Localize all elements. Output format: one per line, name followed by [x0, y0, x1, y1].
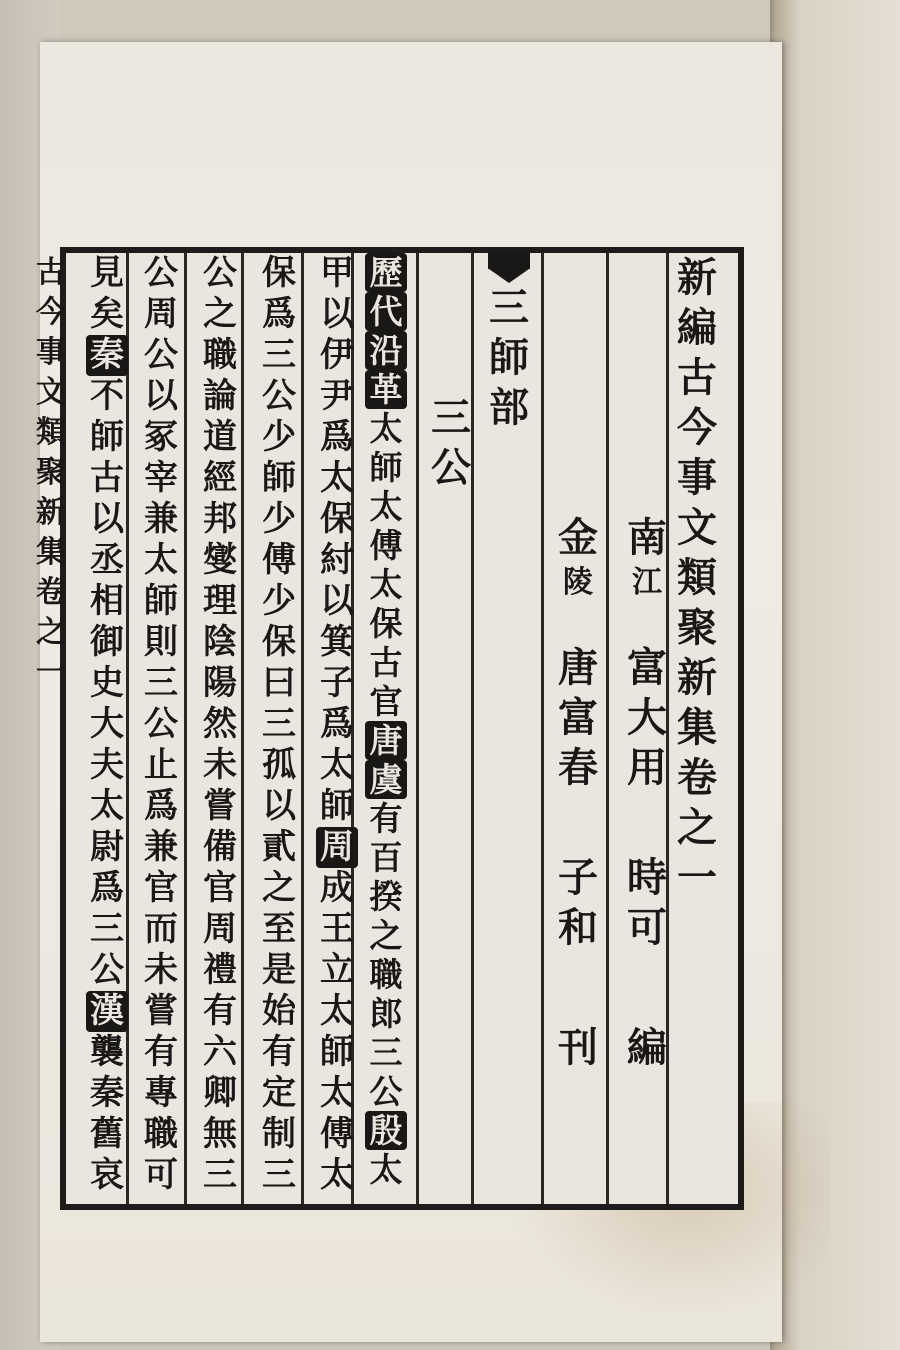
body-glyph: 可: [144, 1155, 178, 1195]
body-glyph: 師: [262, 458, 296, 498]
body-glyph: 卿: [203, 1073, 237, 1113]
body-glyph: 保: [320, 499, 354, 539]
body-glyph: 始: [262, 991, 296, 1031]
body-glyph: 然: [203, 704, 237, 744]
printed-frame: [36, 247, 744, 1210]
body-glyph: 御: [90, 622, 124, 662]
body-glyph: 大: [90, 704, 124, 744]
column-author2: [553, 253, 603, 1204]
body-glyph: 嘗: [203, 786, 237, 826]
margin-glyph: 集: [36, 535, 66, 570]
fish-tail-notch: [489, 269, 529, 283]
body-glyph: 而: [144, 909, 178, 949]
body-glyph: 哀: [90, 1155, 124, 1195]
body-glyph: 三: [262, 704, 296, 744]
body-glyph: 子: [320, 663, 354, 703]
body-glyph: 公: [369, 1072, 403, 1111]
category-glyph: 三: [489, 284, 529, 331]
body-glyph: 成: [320, 868, 354, 908]
body-glyph: 三: [90, 909, 124, 949]
body-glyph: 備: [203, 827, 237, 867]
body-glyph: 百: [369, 838, 403, 877]
body-glyph: 相: [90, 581, 124, 621]
author-glyph: 春: [558, 744, 598, 791]
body-glyph: 兼: [144, 499, 178, 539]
author-glyph: 陵: [563, 565, 593, 600]
body-glyph: 止: [144, 745, 178, 785]
body-glyph: 爲: [262, 294, 296, 334]
body-glyph: 丞: [90, 540, 124, 580]
entry-glyph: 公: [431, 444, 471, 491]
author-glyph: 唐: [558, 644, 598, 691]
body-glyph: 矣: [90, 294, 124, 334]
author-glyph: 富: [558, 694, 598, 741]
body-glyph: 傅: [262, 540, 296, 580]
column-body2: [312, 253, 362, 1204]
entry-glyph: 三: [431, 394, 471, 441]
author-glyph: 大: [627, 694, 667, 741]
title-glyph: 一: [677, 854, 717, 901]
body-glyph: 邦: [203, 499, 237, 539]
column-rule: [416, 253, 419, 1204]
body-glyph: 公: [144, 253, 178, 293]
body-glyph: 之: [369, 916, 403, 955]
heading-glyph: 歷: [365, 253, 407, 292]
body-glyph: 立: [320, 950, 354, 990]
body-glyph: 爲: [320, 704, 354, 744]
body-glyph: 三: [203, 1155, 237, 1195]
body-glyph: 則: [144, 622, 178, 662]
body-glyph: 伊: [320, 335, 354, 375]
body-glyph: 太: [369, 487, 403, 526]
book-page: [36, 42, 782, 1342]
heading-glyph: 革: [365, 370, 407, 409]
body-glyph: 公: [144, 335, 178, 375]
body-glyph: 曰: [262, 663, 296, 703]
body-glyph: 燮: [203, 540, 237, 580]
dynasty-marker: 秦: [86, 335, 128, 376]
author-glyph: 刊: [558, 1024, 598, 1071]
column-body3: [254, 253, 304, 1204]
body-glyph: 未: [144, 950, 178, 990]
body-glyph: 傅: [369, 526, 403, 565]
body-glyph: 以: [320, 294, 354, 334]
dynasty-marker: 唐: [365, 721, 407, 760]
body-glyph: 公: [144, 704, 178, 744]
dynasty-marker: 殷: [365, 1111, 407, 1150]
body-glyph: 太: [320, 1073, 354, 1113]
column-category: [484, 253, 534, 1204]
body-glyph: 以: [90, 499, 124, 539]
body-glyph: 甲: [320, 253, 354, 293]
dynasty-marker: 虞: [365, 760, 407, 799]
column-margin: [26, 253, 76, 1204]
body-glyph: 師: [144, 581, 178, 621]
margin-glyph: 新: [36, 495, 66, 530]
body-glyph: 職: [203, 335, 237, 375]
body-glyph: 之: [262, 868, 296, 908]
body-glyph: 少: [262, 499, 296, 539]
body-glyph: 爲: [320, 417, 354, 457]
fish-tail-mark: [488, 253, 530, 269]
body-glyph: 陰: [203, 622, 237, 662]
body-glyph: 師: [369, 448, 403, 487]
body-glyph: 未: [203, 745, 237, 785]
body-glyph: 太: [320, 458, 354, 498]
dynasty-marker: 漢: [86, 991, 128, 1032]
heading-glyph: 代: [365, 292, 407, 331]
body-glyph: 官: [369, 682, 403, 721]
title-glyph: 類: [677, 554, 717, 601]
body-glyph: 傅: [320, 1114, 354, 1154]
body-glyph: 太: [369, 1150, 403, 1189]
body-glyph: 舊: [90, 1114, 124, 1154]
author-glyph: 南: [627, 514, 667, 561]
column-rule: [541, 253, 544, 1204]
margin-glyph: 今: [36, 295, 66, 330]
body-glyph: 郎: [369, 994, 403, 1033]
body-glyph: 定: [262, 1073, 296, 1113]
body-glyph: 兼: [144, 827, 178, 867]
body-glyph: 以: [320, 581, 354, 621]
body-glyph: 少: [262, 581, 296, 621]
author-glyph: 可: [627, 904, 667, 951]
body-glyph: 嘗: [144, 991, 178, 1031]
author-glyph: 和: [558, 904, 598, 951]
body-glyph: 爲: [90, 868, 124, 908]
body-glyph: 無: [203, 1114, 237, 1154]
body-glyph: 公: [90, 950, 124, 990]
column-rule: [606, 253, 609, 1204]
body-glyph: 專: [144, 1073, 178, 1113]
author-glyph: 時: [627, 854, 667, 901]
body-glyph: 官: [203, 868, 237, 908]
title-glyph: 事: [677, 454, 717, 501]
author-glyph: 富: [627, 644, 667, 691]
body-glyph: 太: [369, 565, 403, 604]
margin-glyph: 一: [36, 655, 66, 690]
body-glyph: 保: [262, 253, 296, 293]
body-glyph: 箕: [320, 622, 354, 662]
body-glyph: 以: [262, 786, 296, 826]
margin-glyph: 文: [36, 375, 66, 410]
title-glyph: 古: [677, 354, 717, 401]
body-glyph: 公: [203, 253, 237, 293]
body-glyph: 夫: [90, 745, 124, 785]
body-glyph: 古: [90, 458, 124, 498]
body-glyph: 太: [320, 1155, 354, 1195]
body-glyph: 至: [262, 909, 296, 949]
title-glyph: 卷: [677, 754, 717, 801]
body-glyph: 尉: [90, 827, 124, 867]
body-glyph: 三: [369, 1033, 403, 1072]
column-body1: [361, 253, 411, 1204]
title-glyph: 文: [677, 504, 717, 551]
body-glyph: 保: [369, 604, 403, 643]
body-glyph: 爲: [144, 786, 178, 826]
column-body4: [195, 253, 245, 1204]
body-glyph: 孤: [262, 745, 296, 785]
body-glyph: 三: [144, 663, 178, 703]
column-title: [672, 253, 722, 1204]
author-glyph: 子: [558, 854, 598, 901]
category-glyph: 師: [489, 334, 529, 381]
body-glyph: 宰: [144, 458, 178, 498]
column-author1: [622, 253, 672, 1204]
title-glyph: 新: [677, 654, 717, 701]
author-glyph: 用: [627, 744, 667, 791]
title-glyph: 新: [677, 254, 717, 301]
body-glyph: 官: [144, 868, 178, 908]
margin-glyph: 事: [36, 335, 66, 370]
category-glyph: 部: [489, 384, 529, 431]
body-glyph: 紂: [320, 540, 354, 580]
body-glyph: 三: [262, 335, 296, 375]
body-glyph: 太: [144, 540, 178, 580]
body-glyph: 師: [320, 1032, 354, 1072]
body-glyph: 秦: [90, 1073, 124, 1113]
body-glyph: 揆: [369, 877, 403, 916]
column-entry: [426, 253, 476, 1204]
body-glyph: 公: [262, 376, 296, 416]
column-body6: [82, 253, 132, 1204]
body-glyph: 六: [203, 1032, 237, 1072]
body-glyph: 三: [262, 1155, 296, 1195]
body-glyph: 襲: [90, 1032, 124, 1072]
body-glyph: 有: [262, 1032, 296, 1072]
body-glyph: 不: [90, 376, 124, 416]
margin-glyph: 古: [36, 255, 66, 290]
body-glyph: 陽: [203, 663, 237, 703]
body-glyph: 有: [369, 799, 403, 838]
title-glyph: 聚: [677, 604, 717, 651]
body-glyph: 經: [203, 458, 237, 498]
body-glyph: 道: [203, 417, 237, 457]
body-glyph: 以: [144, 376, 178, 416]
body-glyph: 保: [262, 622, 296, 662]
body-glyph: 冢: [144, 417, 178, 457]
body-glyph: 少: [262, 417, 296, 457]
body-glyph: 制: [262, 1114, 296, 1154]
body-glyph: 太: [320, 991, 354, 1031]
body-glyph: 師: [320, 786, 354, 826]
body-glyph: 太: [90, 786, 124, 826]
body-glyph: 職: [369, 955, 403, 994]
body-glyph: 職: [144, 1114, 178, 1154]
body-glyph: 史: [90, 663, 124, 703]
body-glyph: 理: [203, 581, 237, 621]
title-glyph: 集: [677, 704, 717, 751]
body-glyph: 尹: [320, 376, 354, 416]
body-glyph: 古: [369, 643, 403, 682]
heading-glyph: 沿: [365, 331, 407, 370]
margin-glyph: 卷: [36, 575, 66, 610]
body-glyph: 是: [262, 950, 296, 990]
body-glyph: 貳: [262, 827, 296, 867]
body-glyph: 周: [203, 909, 237, 949]
body-glyph: 有: [203, 991, 237, 1031]
author-glyph: 金: [558, 514, 598, 561]
body-glyph: 之: [203, 294, 237, 334]
body-glyph: 周: [144, 294, 178, 334]
title-glyph: 今: [677, 404, 717, 451]
body-glyph: 論: [203, 376, 237, 416]
margin-glyph: 類: [36, 415, 66, 450]
author-glyph: 江: [632, 565, 662, 600]
title-glyph: 之: [677, 804, 717, 851]
column-body5: [136, 253, 186, 1204]
body-glyph: 見: [90, 253, 124, 293]
body-glyph: 太: [320, 745, 354, 785]
author-glyph: 編: [627, 1024, 667, 1071]
body-glyph: 禮: [203, 950, 237, 990]
body-glyph: 太: [369, 409, 403, 448]
title-glyph: 編: [677, 304, 717, 351]
margin-glyph: 聚: [36, 455, 66, 490]
body-glyph: 有: [144, 1032, 178, 1072]
body-glyph: 王: [320, 909, 354, 949]
margin-glyph: 之: [36, 615, 66, 650]
body-glyph: 師: [90, 417, 124, 457]
dynasty-marker: 周: [316, 827, 358, 868]
